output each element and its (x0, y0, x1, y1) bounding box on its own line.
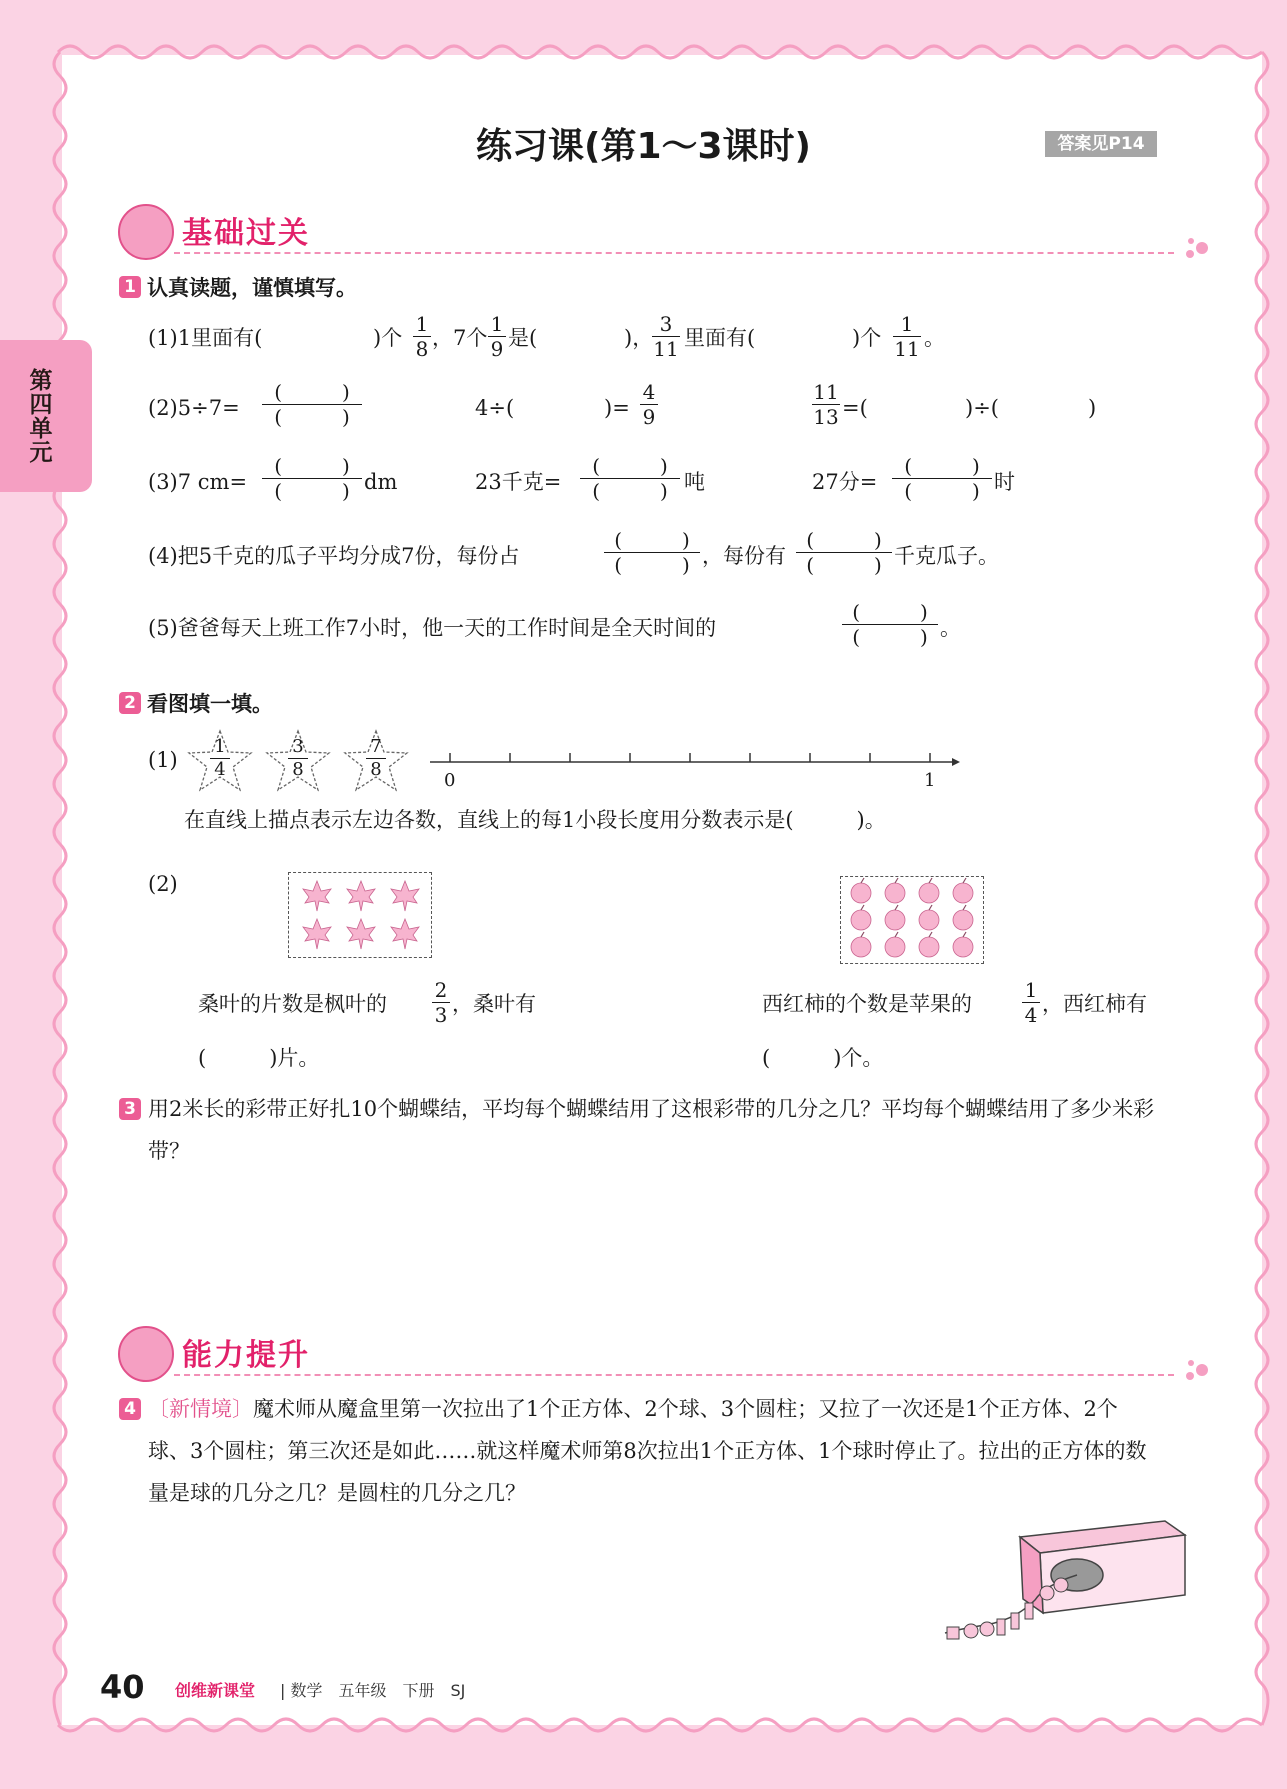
axis-label-end: 1 (924, 770, 936, 791)
q2-part1-label: (1) (148, 748, 178, 772)
q1-l5-text-a: (5)爸爸每天上班工作7小时，他一天的工作时间是全天时间的 (148, 616, 717, 640)
section-advanced-title: 能力提升 (182, 1338, 310, 1373)
ball-icon (980, 1622, 994, 1636)
ball-icon (1054, 1578, 1068, 1592)
apple-stem (861, 878, 864, 883)
apple-stem (929, 878, 932, 883)
blank-fraction[interactable]: ( ) ( ) (892, 454, 992, 503)
q2-right-text-b: ，西红柿有 (1042, 992, 1147, 1016)
apple-icon (919, 937, 939, 957)
apple-stem (963, 905, 966, 910)
q1-l2-text-f: ) (1088, 396, 1097, 420)
page-number: 40 (100, 1668, 145, 1706)
apple-icon (919, 883, 939, 903)
maple-leaf-icon (391, 881, 419, 911)
q1-l3-text-f: 时 (994, 470, 1015, 494)
q4-text: 魔术师从魔盒里第一次拉出了1个正方体、2个球、3个圆柱；又拉了一次还是1个正方体、2个球、3个圆柱；第三次还是如此……就这样魔术师第8次拉出1个正方体、1个球时停止了。拉出的正方体的数量是球的几分之几？是圆柱的几分之几？ (148, 1397, 1147, 1505)
q2-number: 2 (119, 692, 141, 714)
q2-right-blank[interactable]: ( )个。 (762, 1046, 884, 1070)
cylinder-icon (1011, 1613, 1019, 1629)
section-advanced-header (118, 1326, 1218, 1386)
apple-stem (861, 905, 864, 910)
new-context-tag: 〔新情境〕 (148, 1397, 253, 1421)
q1-l1-text-b: )个 (373, 326, 403, 350)
section-basic-header (118, 204, 1218, 264)
cylinder-icon (997, 1619, 1005, 1635)
apple-picture-box (840, 876, 984, 964)
q1-l2-text-c: )= (604, 396, 630, 420)
q1-l3-text-e: 27分= (812, 470, 878, 494)
q2-left-text-a: 桑叶的片数是枫叶的 (198, 992, 387, 1016)
fraction-1-11: 1 11 (894, 312, 920, 361)
q1-l1-text-c: ，7个 (432, 326, 488, 350)
q1-l1-text-f: 里面有( (684, 326, 756, 350)
q2-heading-text: 看图填一填。 (147, 692, 273, 716)
unit-tab-label: 第四单元 (25, 368, 52, 464)
apple-icon (851, 937, 871, 957)
apple-icon (851, 883, 871, 903)
maple-leaf-icon (391, 919, 419, 949)
q1-l4-text-a: (4)把5千克的瓜子平均分成7份，每份占 (148, 544, 520, 568)
blank-fraction[interactable]: ( ) ( ) (604, 528, 700, 577)
apple-icon (919, 910, 939, 930)
unit-tab (0, 340, 92, 492)
apple-stem (861, 932, 864, 937)
ball-icon (964, 1624, 978, 1638)
maple-leaf-icon (347, 919, 375, 949)
answer-reference-badge: 答案见P14 (1045, 131, 1157, 157)
q1-heading (119, 272, 357, 302)
fraction-1-8: 1 8 (413, 312, 431, 361)
footer-info: | 数学 五年级 下册 SJ (280, 1681, 466, 1700)
apple-stem (895, 905, 898, 910)
apple-stem (963, 932, 966, 937)
q1-l4-text-b: ，每份有 (702, 544, 786, 568)
apple-icon (885, 910, 905, 930)
q1-l5-text-b: 。 (940, 616, 961, 640)
q1-l1-text-g: )个 (852, 326, 882, 350)
q3-number: 3 (119, 1098, 141, 1120)
apple-icon (885, 883, 905, 903)
star-fraction: 7 8 (366, 736, 386, 781)
axis-label-start: 0 (444, 770, 456, 791)
q1-l1-text-a: (1)1里面有( (148, 326, 263, 350)
q1-l4-text-c: 千克瓜子。 (894, 544, 999, 568)
q1-l1-text-d: 是( (508, 326, 538, 350)
q2-part2-label: (2) (148, 872, 178, 896)
q2-left-blank[interactable]: ( )片。 (198, 1046, 320, 1070)
q1-l3-text-d: 吨 (684, 470, 705, 494)
apple-icon (851, 910, 871, 930)
q1-l3-text-a: (3)7 cm= (148, 470, 248, 494)
q1-l2-text-b: 4÷( (475, 396, 515, 420)
fraction-11-13: 11 13 (813, 380, 839, 429)
leaf-picture-box (288, 872, 432, 958)
blank-fraction[interactable]: ( ) ( ) (796, 528, 892, 577)
page-title: 练习课(第1～3课时) (475, 126, 811, 167)
fraction-4-9: 4 9 (640, 380, 658, 429)
q4-body (148, 1388, 1158, 1514)
q2-heading (119, 688, 273, 718)
q1-l1-text-e: )， (624, 326, 654, 350)
mascot-icon (118, 1326, 174, 1382)
blank-fraction[interactable]: ( ) ( ) (580, 454, 680, 503)
maple-leaf-icon (347, 881, 375, 911)
mascot-icon (118, 204, 174, 260)
fraction-1-9: 1 9 (488, 312, 506, 361)
apple-icon (885, 937, 905, 957)
fraction-1-4: 1 4 (1022, 978, 1040, 1027)
q1-l1-text-h: 。 (924, 326, 945, 350)
apple-stem (963, 878, 966, 883)
star-fraction: 1 4 (210, 736, 230, 781)
apple-stem (929, 905, 932, 910)
q1-l3-text-b: dm (364, 470, 398, 494)
blank-fraction[interactable]: ( ) ( ) (262, 454, 362, 503)
q1-heading-text: 认真读题，谨慎填写。 (147, 276, 357, 300)
q1-number: 1 (119, 276, 141, 298)
cylinder-icon (1025, 1603, 1033, 1619)
q4-number: 4 (119, 1398, 141, 1420)
ball-icon (1040, 1586, 1054, 1600)
blank-fraction[interactable]: ( ) ( ) (842, 600, 938, 649)
apple-stem (929, 932, 932, 937)
q3-text: 用2米长的彩带正好扎10个蝴蝶结，平均每个蝴蝶结用了这根彩带的几分之几？平均每个蝴蝶结用了多少米彩带？ (148, 1097, 1155, 1163)
q1-l3-text-c: 23千克= (475, 470, 562, 494)
apple-icon (953, 937, 973, 957)
q2-part1-text: 在直线上描点表示左边各数，直线上的每1小段长度用分数表示是( )。 (184, 808, 886, 832)
star-fraction: 3 8 (288, 736, 308, 781)
footer-brand: 创维新课堂 (175, 1681, 256, 1700)
maple-leaf-icon (303, 919, 331, 949)
q2-left-text-b: ，桑叶有 (452, 992, 536, 1016)
maple-leaf-icon (303, 881, 331, 911)
number-line (430, 748, 960, 768)
blank-fraction[interactable]: ( ) ( ) (262, 380, 362, 429)
q1-l2-text-e: )÷( (965, 396, 999, 420)
apple-stem (895, 932, 898, 937)
apple-stem (895, 878, 898, 883)
fraction-2-3: 2 3 (432, 978, 450, 1027)
q1-l2-text-d: =( (842, 396, 868, 420)
q2-right-text-a: 西红柿的个数是苹果的 (762, 992, 972, 1016)
magic-box-illustration (935, 1515, 1195, 1650)
apple-icon (953, 910, 973, 930)
apple-icon (953, 883, 973, 903)
fraction-3-11: 3 11 (653, 312, 679, 361)
q1-l2-text-a: (2)5÷7= (148, 396, 240, 420)
section-basic-title: 基础过关 (182, 216, 310, 251)
cube-icon (947, 1627, 959, 1639)
